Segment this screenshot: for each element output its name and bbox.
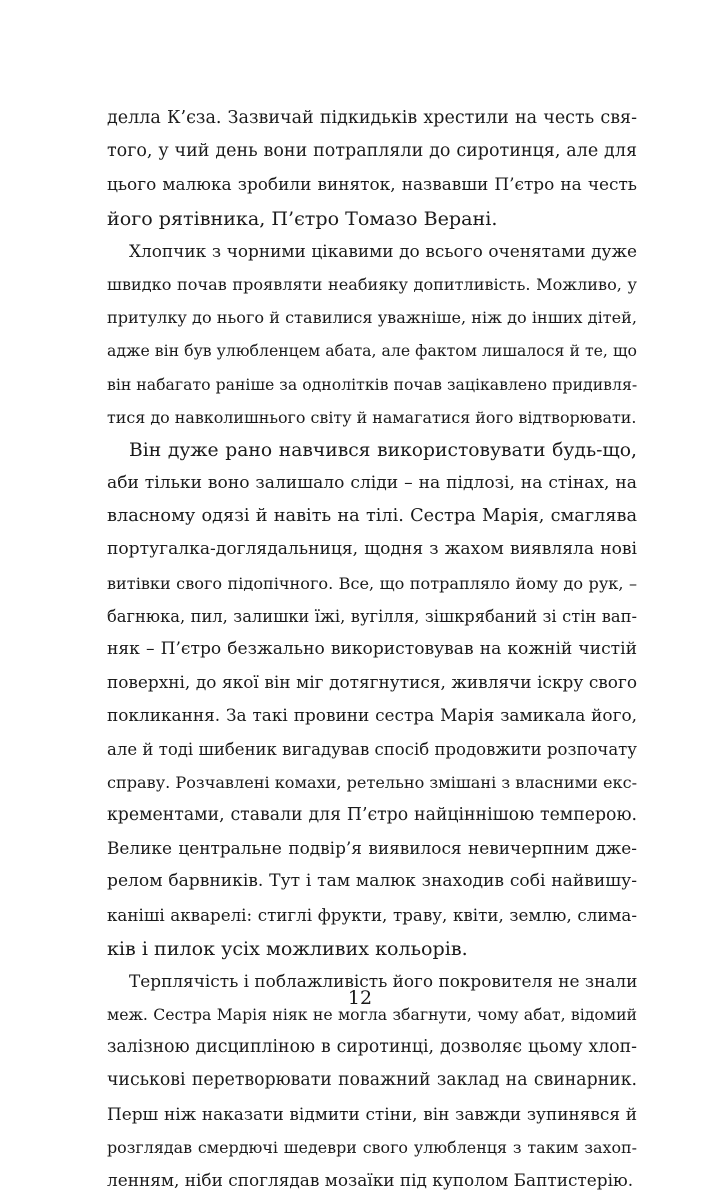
text-line: ків і пилок усіх можливих кольорів.: [107, 936, 468, 960]
text-line: меж. Сестра Марія ніяк не могла збагнути, чому абат, відомий: [107, 1005, 637, 1025]
text-line: того, у чий день вони потрапляли до сиротинця, але для: [107, 141, 637, 162]
text-line: поверхні, до якої він міг дотягнутися, живлячи іскру свого: [107, 672, 637, 693]
text-line: Велике центральне подвір’я виявилося невичерпним дже-: [107, 838, 637, 859]
text-line: швидко почав проявляти неабияку допитливість. Можливо, у: [107, 274, 637, 294]
text-line: тися до навколишнього світу й намагатися його відтворювати.: [107, 407, 637, 427]
text-line: Хлопчик з чорними цікавими до всього оченятами дуже: [129, 240, 637, 261]
text-line: справу. Розчавлені комахи, ретельно змішані з власними екс-: [107, 772, 638, 792]
text-line: але й тоді шибеник вигадував спосіб продовжити розпочату: [107, 739, 637, 759]
body-text: [107, 102, 637, 1197]
paragraph: [107, 235, 637, 434]
text-line: цього малюка зробили виняток, назвавши П’єтро на честь: [107, 174, 637, 195]
text-line: португалка-доглядальниця, щодня з жахом виявляла нові: [107, 539, 637, 560]
text-line: каніші акварелі: стиглі фрукти, траву, квіти, землю, слима-: [107, 904, 637, 925]
text-line: делла К’єза. Зазвичай підкидьків хрестили на честь свя-: [107, 108, 637, 128]
text-line: залізною дисципліною в сиротинці, дозволяє цьому хлоп-: [107, 1037, 637, 1058]
page-number: 12: [347, 987, 373, 1009]
text-line: чиськові перетворювати поважний заклад на свинарник.: [107, 1070, 637, 1091]
text-line: розглядав смердючі шедеври свого улюбленця з таким захоп-: [107, 1137, 637, 1157]
text-line: Перш ніж наказати відмити стіни, він завжди зупинявся й: [107, 1103, 637, 1124]
text-line: Він дуже рано навчився використовувати будь-що,: [129, 439, 637, 461]
text-line: адже він був улюбленцем абата, але фактом лишалося й те, що: [107, 341, 637, 361]
text-line: няк – П’єтро безжально використовував на кожній чистій: [107, 639, 637, 659]
text-line: притулку до нього й ставилися уважніше, ніж до інших дітей,: [107, 308, 637, 328]
text-line: ленням, ніби споглядав мозаїки під куполом Баптистерію.: [107, 1170, 634, 1190]
text-line: аби тільки воно залишало сліди – на підлозі, на стінах, на: [107, 473, 637, 494]
text-line: багнюка, пил, залишки їжі, вугілля, зішкрябаний зі стін вап-: [107, 606, 637, 626]
paragraph: [107, 102, 637, 235]
text-line: власному одязі й навіть на тілі. Сестра Марія, смаглява: [107, 506, 637, 527]
text-line: він набагато раніше за однолітків почав зацікавлено придивля-: [107, 374, 638, 394]
text-line: крементами, ставали для П’єтро найціннішою темперою.: [107, 804, 637, 825]
text-line: релом барвників. Тут і там малюк знаходив собі найвишу-: [107, 871, 637, 892]
text-line: покликання. За такі провини сестра Марія замикала його,: [107, 705, 637, 726]
text-line: Терплячість і поблажливість його покровителя не знали: [129, 970, 638, 991]
text-line: витівки свого підопічного. Все, що потрапляло йому до рук, –: [107, 573, 637, 593]
paragraph: [107, 434, 637, 965]
text-line: його рятівника, П’єтро Томазо Верані.: [107, 206, 498, 230]
